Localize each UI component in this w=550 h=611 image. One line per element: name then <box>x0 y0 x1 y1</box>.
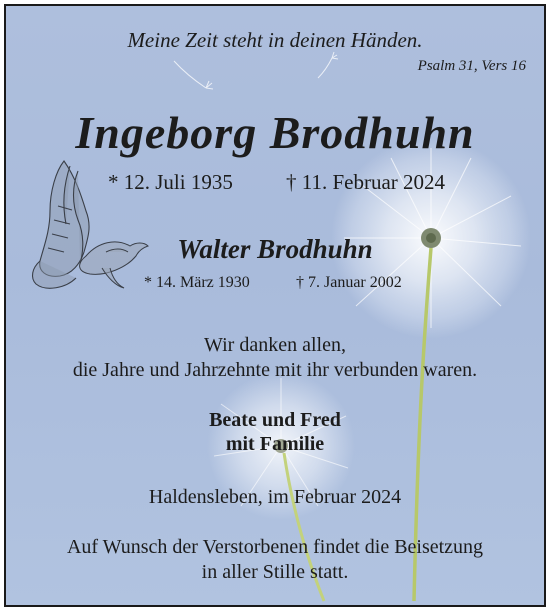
deceased-name: Ingeborg Brodhuhn <box>75 107 475 158</box>
burial-note-line-2: in aller Stille statt. <box>201 561 349 583</box>
predeceased-name: Walter Brodhuhn <box>177 234 373 264</box>
motto: Meine Zeit steht in deinen Händen. <box>127 28 423 52</box>
predeceased-death-date: † 7. Januar 2002 <box>296 274 402 291</box>
burial-note-line-1: Auf Wunsch der Verstorbenen findet die Beisetzung <box>66 536 484 558</box>
mourners-line-1: Beate und Fred <box>209 409 341 431</box>
deceased-birth-date: * 12. Juli 1935 <box>108 170 233 194</box>
thanks-line-1: Wir danken allen, <box>204 334 346 356</box>
place-date: Haldensleben, im Februar 2024 <box>148 486 402 508</box>
thanks-line-2: die Jahre und Jahrzehnte mit ihr verbunden waren. <box>72 359 478 381</box>
background-artwork <box>6 6 544 605</box>
deceased-death-date: † 11. Februar 2024 <box>286 170 446 194</box>
obituary-card <box>4 4 546 607</box>
mourners-line-2: mit Familie <box>225 433 325 455</box>
predeceased-birth-date: * 14. März 1930 <box>144 274 250 291</box>
verse-reference: Psalm 31, Vers 16 <box>417 58 526 74</box>
